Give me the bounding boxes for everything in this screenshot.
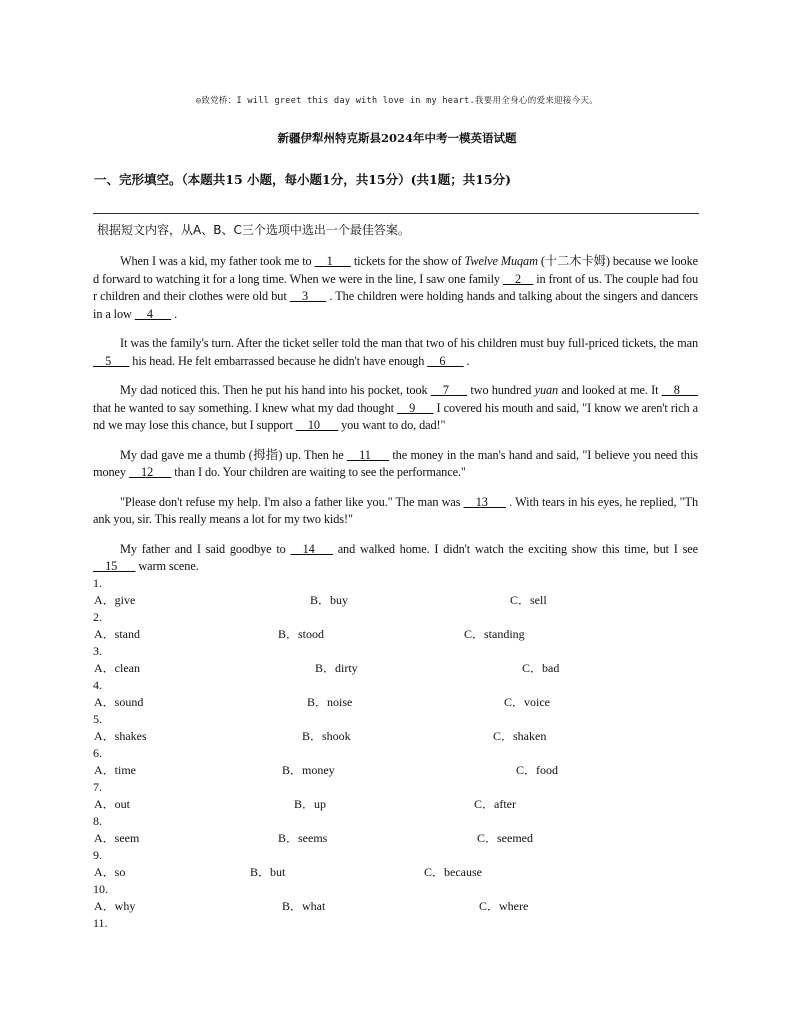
question-list bbox=[93, 577, 699, 951]
option-a[interactable]: A．time bbox=[94, 763, 136, 777]
question-number: 11. bbox=[93, 916, 108, 930]
blank-3: __3___ bbox=[289, 289, 327, 303]
cloze-passage bbox=[93, 253, 698, 588]
blank-11: __11___ bbox=[347, 447, 389, 462]
blank-1: __1___ bbox=[314, 254, 351, 268]
passage-paragraph-2: It was the family's turn. After the ticket seller told the man that two of his children must buy full-priced tickets, the man __5___ his head. He felt embarrassed because he didn't have enough __6___ . bbox=[93, 336, 698, 368]
option-b[interactable]: B．up bbox=[294, 797, 327, 811]
question-number: 8. bbox=[93, 814, 102, 828]
question-number: 2. bbox=[93, 610, 102, 624]
question-number: 9. bbox=[93, 848, 102, 862]
section-instruction: 根据短文内容，从A、B、C三个选项中选出一个最佳答案。 bbox=[97, 223, 410, 237]
italic-yuan: yuan bbox=[534, 383, 559, 397]
passage-paragraph-4: My dad gave me a thumb (拇指) up. Then he __11___ the money in the man's hand and said, "I believe you need this money __12___ than I do. Your children are waiting to see the performance." bbox=[93, 447, 698, 479]
passage-paragraph-1: When I was a kid, my father took me to __1___ tickets for the show of Twelve Muqam (十二木卡姆) because we looked forward to watching it for a long time. When we were in the line, I saw one family __2__ in front of us. The couple had four children and their clothes were old but __3___ . The children were holding hands and talking about the singers and dancers in a low __4___ . bbox=[93, 254, 698, 321]
option-a[interactable]: A．give bbox=[94, 593, 136, 607]
divider-line bbox=[93, 213, 699, 214]
question-item bbox=[93, 815, 699, 849]
question-number: 3. bbox=[93, 644, 102, 658]
option-b[interactable]: B．buy bbox=[310, 593, 349, 607]
blank-13: __13___ bbox=[463, 494, 506, 509]
option-c[interactable]: C．food bbox=[516, 763, 559, 777]
question-number: 1. bbox=[93, 576, 102, 590]
option-c[interactable]: C．sell bbox=[510, 593, 547, 607]
passage-paragraph-6: My father and I said goodbye to __14___ and walked home. I didn't watch the exciting show this time, but I see __15___ warm scene. bbox=[93, 541, 698, 573]
question-item bbox=[93, 577, 699, 611]
option-b[interactable]: B．noise bbox=[307, 695, 353, 709]
question-number: 5. bbox=[93, 712, 102, 726]
header-motto: ◎致党桥：I will greet this day with love in my heart.我要用全身心的爱来迎接今天。 bbox=[195, 96, 599, 106]
option-b[interactable]: B．what bbox=[282, 899, 326, 913]
question-item bbox=[93, 611, 699, 645]
question-item bbox=[93, 713, 699, 747]
option-a[interactable]: A．so bbox=[94, 865, 126, 879]
question-number: 4. bbox=[93, 678, 102, 692]
question-item bbox=[93, 917, 699, 951]
blank-14: __14___ bbox=[290, 541, 333, 556]
option-c[interactable]: C．voice bbox=[504, 695, 550, 709]
option-a[interactable]: A．shakes bbox=[94, 729, 147, 743]
blank-12: __12___ bbox=[128, 465, 172, 479]
blank-9: __9___ bbox=[397, 400, 434, 415]
passage-paragraph-3: My dad noticed this. Then he put his hand into his pocket, took __7___ two hundred yuan and looked at me. It __8___ that he wanted to say something. I knew what my dad thought __9___ I covered his mouth and said, "I know we aren't rich and we may lose this chance, but I support __10___ you want to do, dad!" bbox=[93, 383, 698, 432]
option-a[interactable]: A．why bbox=[94, 899, 136, 913]
option-a[interactable]: A．stand bbox=[94, 627, 140, 641]
option-a[interactable]: A．out bbox=[94, 797, 131, 811]
option-a[interactable]: A．seem bbox=[94, 831, 140, 845]
italic-title: Twelve Muqam bbox=[464, 254, 538, 268]
option-c[interactable]: C．after bbox=[474, 797, 516, 811]
blank-10: __10___ bbox=[295, 418, 339, 432]
passage-paragraph-5: "Please don't refuse my help. I'm also a father like you." The man was __13___ . With tears in his eyes, he replied, "Thank you, sir. This really means a lot for my two kids!" bbox=[93, 494, 699, 526]
option-b[interactable]: B．dirty bbox=[315, 661, 358, 675]
option-c[interactable]: C．where bbox=[479, 899, 529, 913]
option-b[interactable]: B．shook bbox=[302, 729, 351, 743]
question-item bbox=[93, 849, 699, 883]
option-a[interactable]: A．sound bbox=[94, 695, 144, 709]
blank-8: __8___ bbox=[661, 383, 698, 397]
option-c[interactable]: C．standing bbox=[464, 627, 525, 641]
question-number: 10. bbox=[93, 882, 108, 896]
option-b[interactable]: B．stood bbox=[278, 627, 325, 641]
blank-7: __7___ bbox=[430, 383, 468, 397]
blank-5: __5___ bbox=[93, 353, 130, 368]
exam-title: 新疆伊犁州特克斯县2024年中考一模英语试题 bbox=[277, 131, 517, 145]
question-item bbox=[93, 883, 699, 917]
section-heading: 一、完形填空。（本题共15 小题，每小题1分，共15分）(共1题；共15分) bbox=[94, 172, 512, 187]
option-a[interactable]: A．clean bbox=[94, 661, 140, 675]
question-item bbox=[93, 679, 699, 713]
option-c[interactable]: C．bad bbox=[522, 661, 560, 675]
blank-2: __2__ bbox=[502, 271, 534, 286]
option-b[interactable]: B．seems bbox=[278, 831, 328, 845]
blank-6: __6___ bbox=[427, 353, 464, 368]
option-b[interactable]: B．money bbox=[282, 763, 335, 777]
option-b[interactable]: B．but bbox=[250, 865, 286, 879]
blank-4: __4___ bbox=[134, 306, 172, 321]
question-item bbox=[93, 781, 699, 815]
question-number: 6. bbox=[93, 746, 102, 760]
option-c[interactable]: C．seemed bbox=[477, 831, 533, 845]
question-item bbox=[93, 747, 699, 781]
question-item bbox=[93, 645, 699, 679]
question-number: 7. bbox=[93, 780, 102, 794]
option-c[interactable]: C．shaken bbox=[493, 729, 547, 743]
blank-15: __15___ bbox=[93, 559, 136, 573]
option-c[interactable]: C．because bbox=[424, 865, 482, 879]
